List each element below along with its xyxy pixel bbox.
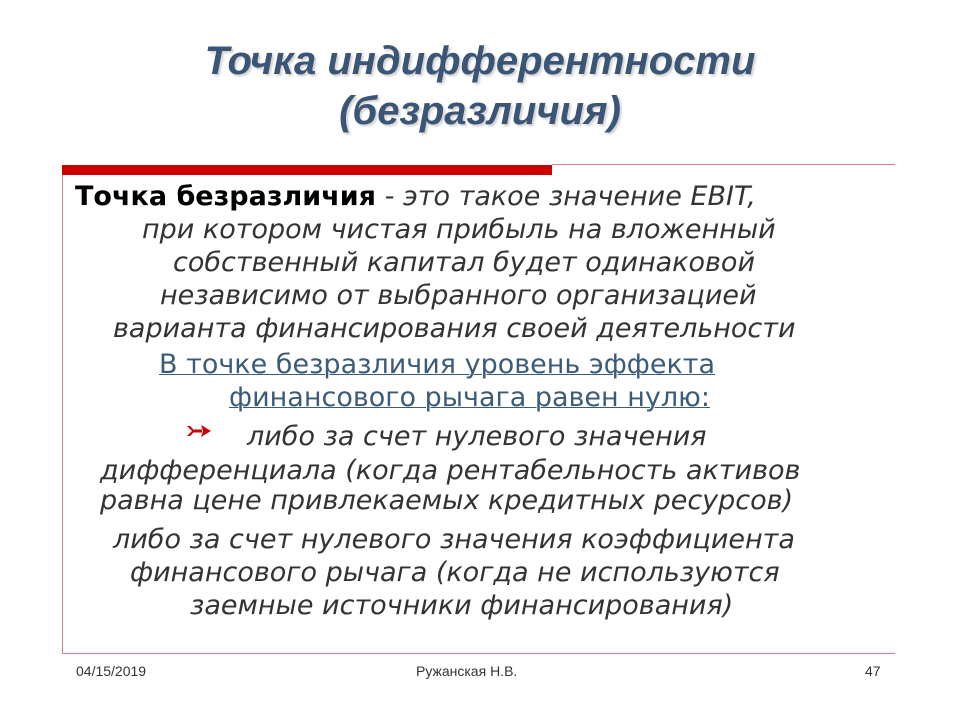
footer-date: 04/15/2019 [76,663,147,679]
definition-line-3: собственный капитал будет одинаковой [173,247,755,278]
statement-line-1[interactable] [159,349,715,381]
title-underline-thin [552,164,895,165]
definition-line-5: варианта финансирования своей деятельности [113,313,796,344]
statement-line-2[interactable] [229,382,710,414]
statement-link-2[interactable]: финансового рычага равен нулю: [229,382,710,413]
content-frame-left [62,175,63,653]
footer-author: Ружанская Н.В. [416,663,518,679]
content-frame-bottom [62,653,895,654]
definition-line-2: при котором чистая прибыль на вложенный [142,214,776,245]
definition-term: Точка безразличия [75,181,377,212]
bullet-2-line-2: финансового рычага (когда не используются [130,557,780,588]
slide-title-line-1: Точка индифферентности [204,39,756,83]
title-underline-bar [62,165,552,175]
slide-title-line-2: (безразличия) [339,89,621,133]
bullet-2-line-3: заемные источники финансирования) [190,590,734,621]
statement-link-1[interactable]: В точке безразличия уровень эффекта [159,349,716,380]
definition-line-1 [75,181,756,213]
bullet-1-line-1: либо за счет нулевого значения [247,421,707,452]
bullet-1-line-2: дифференциала (когда рентабельность активов [100,455,801,486]
slide-title [0,36,960,136]
bullet-1-line-3: равна цене привлекаемых кредитных ресурсов) [100,485,794,516]
definition-text-1: - это такое значение EBIT, [376,181,756,212]
definition-line-4: независимо от выбранного организацией [160,280,757,311]
arrow-bullet-icon [186,424,212,438]
footer-page-number: 47 [865,663,881,679]
bullet-2-line-1: либо за счет нулевого значения коэффициента [113,524,795,555]
